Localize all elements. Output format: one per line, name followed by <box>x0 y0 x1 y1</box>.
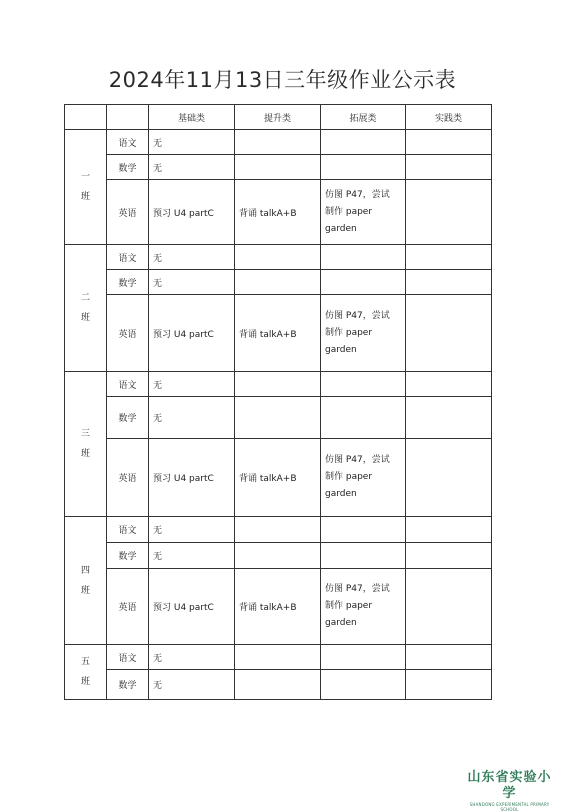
practice-cell <box>406 517 492 543</box>
header-blank <box>107 105 149 130</box>
extended-cell <box>321 543 406 569</box>
table-row <box>65 155 492 180</box>
subject-cell: 语文 <box>107 245 149 270</box>
basic-cell: 预习 U4 partC <box>149 295 235 372</box>
basic-cell: 无 <box>149 270 235 295</box>
subject-cell: 数学 <box>107 155 149 180</box>
basic-cell: 无 <box>149 517 235 543</box>
class-label: 二 班 <box>65 245 107 372</box>
advanced-cell <box>235 130 321 155</box>
advanced-cell <box>235 645 321 670</box>
extended-cell: 仿图 P47，尝试 制作 paper garden <box>321 180 406 245</box>
basic-cell: 无 <box>149 397 235 439</box>
homework-table <box>64 104 492 700</box>
table-row <box>65 439 492 517</box>
subject-cell: 语文 <box>107 645 149 670</box>
extended-cell <box>321 130 406 155</box>
practice-cell <box>406 670 492 700</box>
extended-cell: 仿图 P47，尝试 制作 paper garden <box>321 569 406 645</box>
table-row <box>65 543 492 569</box>
basic-cell: 无 <box>149 130 235 155</box>
school-logo-chinese: 山东省实验小学 <box>467 770 552 801</box>
extended-cell <box>321 372 406 397</box>
basic-cell: 预习 U4 partC <box>149 180 235 245</box>
extended-cell <box>321 245 406 270</box>
advanced-cell: 背诵 talkA+B <box>235 569 321 645</box>
practice-cell <box>406 270 492 295</box>
school-logo <box>462 770 557 812</box>
table-row <box>65 245 492 270</box>
extended-cell: 仿图 P47，尝试 制作 paper garden <box>321 295 406 372</box>
subject-cell: 数学 <box>107 543 149 569</box>
practice-cell <box>406 543 492 569</box>
class-label: 三 班 <box>65 372 107 517</box>
subject-cell: 语文 <box>107 372 149 397</box>
table-row <box>65 517 492 543</box>
header-advanced: 提升类 <box>235 105 321 130</box>
page-title: 2024年11月13日三年级作业公示表 <box>108 68 457 92</box>
advanced-cell <box>235 270 321 295</box>
basic-cell: 无 <box>149 372 235 397</box>
extended-cell <box>321 670 406 700</box>
extended-cell <box>321 155 406 180</box>
extended-cell: 仿图 P47，尝试 制作 paper garden <box>321 439 406 517</box>
advanced-cell <box>235 372 321 397</box>
class-label: 一 班 <box>65 130 107 245</box>
subject-cell: 数学 <box>107 397 149 439</box>
header-extended: 拓展类 <box>321 105 406 130</box>
subject-cell: 语文 <box>107 130 149 155</box>
practice-cell <box>406 295 492 372</box>
subject-cell: 数学 <box>107 670 149 700</box>
table-row <box>65 295 492 372</box>
basic-cell: 无 <box>149 670 235 700</box>
practice-cell <box>406 645 492 670</box>
advanced-cell: 背诵 talkA+B <box>235 180 321 245</box>
advanced-cell <box>235 397 321 439</box>
advanced-cell <box>235 543 321 569</box>
basic-cell: 预习 U4 partC <box>149 439 235 517</box>
advanced-cell <box>235 517 321 543</box>
basic-cell: 无 <box>149 245 235 270</box>
table-row <box>65 670 492 700</box>
practice-cell <box>406 180 492 245</box>
practice-cell <box>406 155 492 180</box>
basic-cell: 无 <box>149 155 235 180</box>
basic-cell: 无 <box>149 645 235 670</box>
class-label: 五 班 <box>65 645 107 700</box>
advanced-cell <box>235 155 321 180</box>
practice-cell <box>406 245 492 270</box>
advanced-cell: 背诵 talkA+B <box>235 295 321 372</box>
extended-cell <box>321 270 406 295</box>
practice-cell <box>406 569 492 645</box>
header-blank <box>65 105 107 130</box>
header-row <box>65 105 492 130</box>
table-row <box>65 645 492 670</box>
table-row <box>65 180 492 245</box>
practice-cell <box>406 130 492 155</box>
subject-cell: 英语 <box>107 569 149 645</box>
table-row <box>65 270 492 295</box>
table-row <box>65 130 492 155</box>
extended-cell <box>321 517 406 543</box>
header-practice: 实践类 <box>406 105 492 130</box>
practice-cell <box>406 372 492 397</box>
practice-cell <box>406 439 492 517</box>
subject-cell: 数学 <box>107 270 149 295</box>
school-logo-english: SHANDONG EXPERIMENTAL PRIMARY SCHOOL <box>469 802 550 812</box>
subject-cell: 语文 <box>107 517 149 543</box>
subject-cell: 英语 <box>107 439 149 517</box>
table-row <box>65 397 492 439</box>
basic-cell: 无 <box>149 543 235 569</box>
advanced-cell <box>235 670 321 700</box>
class-label: 四 班 <box>65 517 107 645</box>
table-row <box>65 372 492 397</box>
subject-cell: 英语 <box>107 180 149 245</box>
advanced-cell <box>235 245 321 270</box>
extended-cell <box>321 397 406 439</box>
practice-cell <box>406 397 492 439</box>
subject-cell: 英语 <box>107 295 149 372</box>
extended-cell <box>321 645 406 670</box>
basic-cell: 预习 U4 partC <box>149 569 235 645</box>
table-row <box>65 569 492 645</box>
advanced-cell: 背诵 talkA+B <box>235 439 321 517</box>
header-basic: 基础类 <box>149 105 235 130</box>
